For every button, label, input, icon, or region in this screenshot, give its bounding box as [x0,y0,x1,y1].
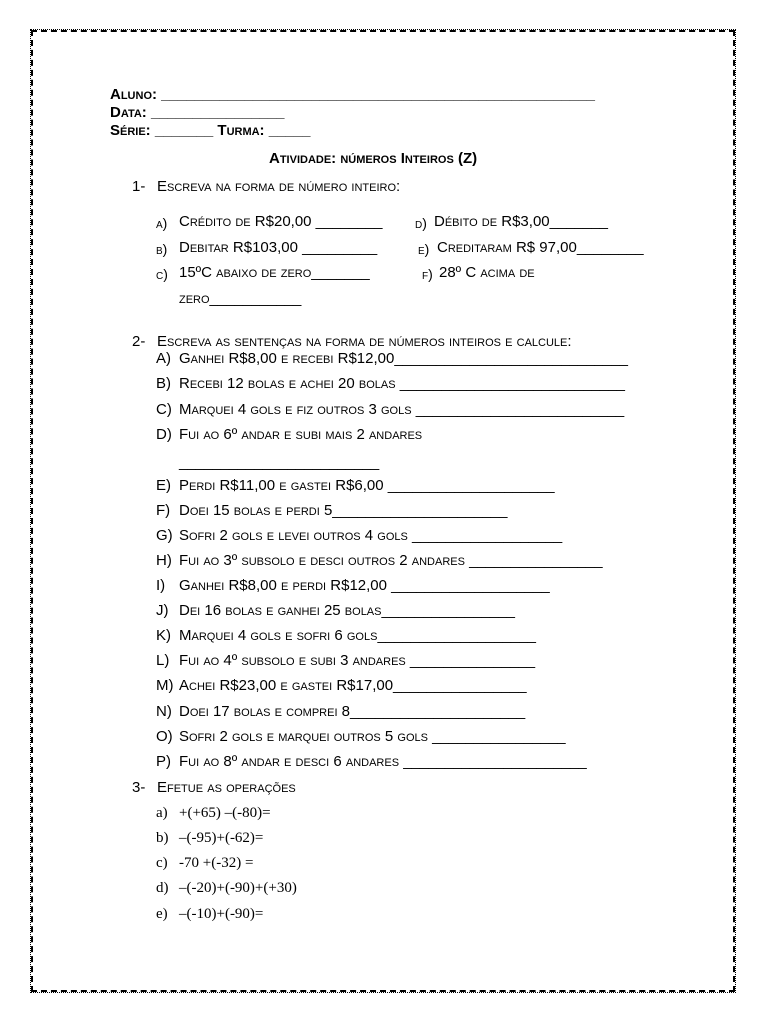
q2-item-text: Sofri 2 gols e levei outros 4 gols __________________ [179,527,563,544]
q2-item-text: Dei 16 bolas e ganhei 25 bolas________________ [179,602,515,619]
grade-class-field: Série: _______ Turma: _____ [110,122,311,139]
q2-item-mark: B) [156,375,171,392]
q2-item-text: Recebi 12 bolas e achei 20 bolas ___________________________ [179,375,625,392]
q1-number: 1- [132,178,146,195]
q3-item-text: –(-95)+(-62)= [179,830,264,846]
q1-item-text: 28º C acima de [439,264,535,281]
q2-item-mark: G) [156,527,173,544]
q2-prompt: Escreva as sentenças na forma de números inteiros e calcule: [157,333,572,350]
q2-item-text: Doei 15 bolas e perdi 5_____________________ [179,502,508,519]
q2-item-mark: M) [156,677,174,694]
q2-item-mark: I) [156,577,166,594]
q2-item-mark: F) [156,502,171,519]
q2-item-mark: N) [156,703,172,720]
q1-item-mark: d) [415,215,427,231]
q3-item-mark: c) [156,855,168,871]
q3-prompt: Efetue as operações [157,779,296,796]
q1-item-mark: c) [156,266,168,282]
q3-item-text: +(+65) –(-80)= [179,805,271,821]
q3-item-text: –(-10)+(-90)= [179,906,264,922]
q2-item-mark: J) [156,602,169,619]
q2-item-mark: E) [156,477,171,494]
q3-item-mark: e) [156,906,168,922]
q2-item-text: ________________________ [179,454,380,471]
date-field: Data: ________________ [110,104,285,121]
q1-item-text: Débito de R$3,00_______ [434,213,609,230]
q2-item-mark: O) [156,728,173,745]
q1-item-mark: b) [156,241,168,257]
q2-number: 2- [132,333,146,350]
q3-item-text: -70 +(-32) = [179,855,254,871]
activity-title: Atividade: números Inteiros (Z) [269,150,478,167]
q1-item-text: Crédito de R$20,00 ________ [179,213,383,230]
q2-item-text: Perdi R$11,00 e gastei R$6,00 ____________________ [179,477,555,494]
q1-item-mark: a) [156,215,168,231]
q2-item-text: Marquei 4 gols e sofri 6 gols___________________ [179,627,536,644]
q1-item-text: Creditaram R$ 97,00________ [437,239,644,256]
q2-item-mark: K) [156,627,171,644]
q2-item-text: Achei R$23,00 e gastei R$17,00________________ [179,677,527,694]
q3-number: 3- [132,779,146,796]
q3-item-mark: d) [156,880,169,896]
q2-item-text: Doei 17 bolas e comprei 8_____________________ [179,703,526,720]
q1-item-mark: f) [422,266,433,282]
q2-item-text: Fui ao 4º subsolo e subi 3 andares _______________ [179,652,536,669]
q2-item-mark: L) [156,652,170,669]
q2-item-text: Ganhei R$8,00 e perdi R$12,00 ___________________ [179,577,550,594]
q2-item-mark: H) [156,552,172,569]
q1-item-mark: e) [418,241,430,257]
q2-item-text: Fui ao 6º andar e subi mais 2 andares [179,426,423,443]
q1-item-text: zero___________ [179,290,302,307]
q2-item-text: Fui ao 3º subsolo e desci outros 2 andares ________________ [179,552,603,569]
q2-item-mark: C) [156,401,172,418]
q2-item-text: Sofri 2 gols e marquei outros 5 gols ________________ [179,728,566,745]
q3-item-text: –(-20)+(-90)+(+30) [179,880,297,896]
q3-item-mark: a) [156,805,168,821]
q2-item-text: Fui ao 8º andar e desci 6 andares ______________________ [179,753,587,770]
q1-prompt: Escreva na forma de número inteiro: [157,178,401,195]
q2-item-text: Ganhei R$8,00 e recebi R$12,00____________________________ [179,350,628,367]
q2-item-mark: A) [156,350,171,367]
q2-item-mark: P) [156,753,171,770]
q2-item-mark: D) [156,426,172,443]
q2-item-text: Marquei 4 gols e fiz outros 3 gols _________________________ [179,401,625,418]
q3-item-mark: b) [156,830,169,846]
student-name-field: Aluno: ____________________________________________________ [110,86,595,103]
q1-item-text: Debitar R$103,00 _________ [179,239,378,256]
q1-item-text: 15ºC abaixo de zero_______ [179,264,370,281]
